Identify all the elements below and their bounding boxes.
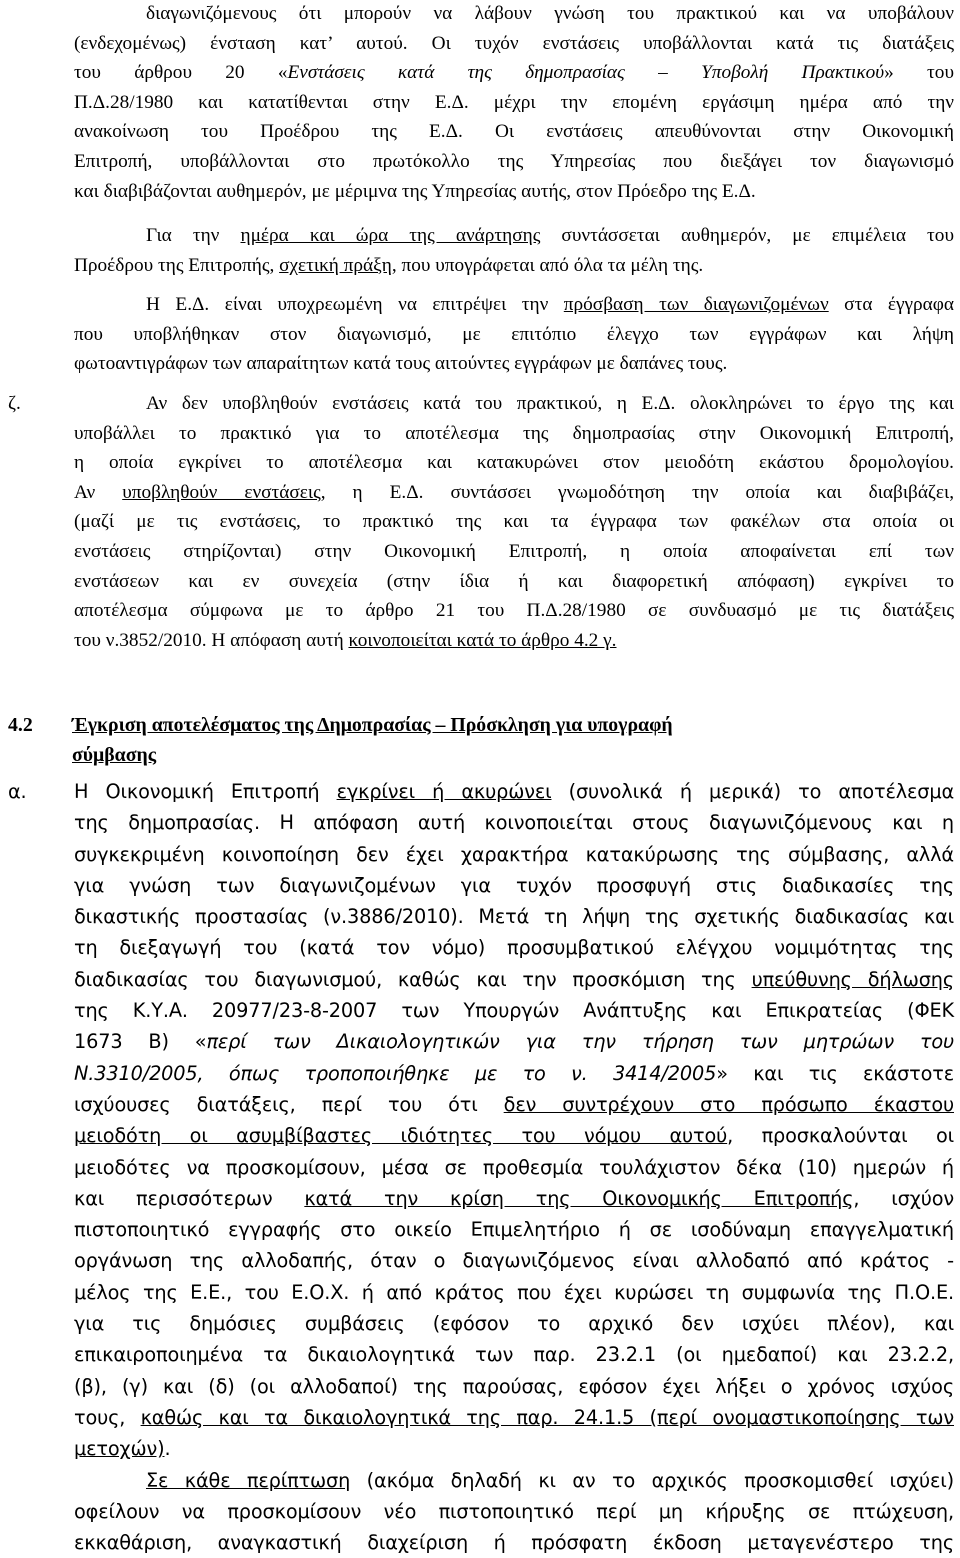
text-line: [74, 88, 954, 118]
section-title-line-1: Έγκριση αποτελέσματος της Δημοπρασίας – Πρόσκληση για υπογραφή: [72, 714, 673, 736]
underlined-text: υπεύθυνης δήλωσης: [751, 967, 954, 991]
text-line: [74, 626, 954, 656]
text-line: [74, 117, 954, 147]
text-run: διαδικασίας του διαγωνισμού, καθώς και την προσκόμιση της: [74, 967, 752, 991]
underlined-text: σχετική πράξη: [279, 254, 392, 276]
text-line: [74, 1089, 954, 1120]
text-line: [74, 1339, 954, 1370]
text-run: φωτοαντιγράφων των απαραίτητων κατά τους αιτούντες εγγράφων με δαπάνες τους.: [74, 353, 728, 375]
text-run: (ακόμα δηλαδή κι αν το αρχικός προσκομισθεί ισχύει): [350, 1468, 955, 1492]
text-line: [74, 1245, 954, 1276]
text-line: [74, 776, 954, 807]
text-line: [74, 1058, 954, 1089]
underlined-text: κατά την κρίση της Οικονομικής Επιτροπής: [304, 1186, 854, 1210]
underlined-text: κοινοποιείται κατά το άρθρο 4.2 γ.: [348, 629, 617, 651]
text-line: [74, 58, 954, 88]
text-run: που υποβλήθηκαν στον διαγωνισμό, με επιτόπιο έλεγχο των εγγράφων και λήψη: [74, 323, 954, 345]
text-run: » και τις εκάστοτε: [716, 1061, 954, 1085]
text-line: [74, 1120, 954, 1151]
paragraph-document-access: [74, 290, 954, 379]
text-line: [74, 419, 954, 449]
text-line: [74, 1496, 954, 1527]
text-line: [74, 995, 954, 1026]
text-run: η οποία εγκρίνει το αποτέλεσμα και κατακυρώνει στον μειοδότη εκάστου δρομολογίου.: [74, 452, 954, 474]
text-run: της Κ.Υ.Α. 20977/23-8-2007 των Υπουργών Ανάπτυξης και Επικρατείας (ΦΕΚ: [74, 999, 954, 1023]
underlined-text: πρόσβαση των διαγωνιζομένων: [563, 294, 829, 315]
underlined-text: Σε κάθε περίπτωση: [146, 1468, 351, 1492]
section-number: 4.2: [8, 714, 33, 736]
text-run: Προέδρου της Επιτροπής,: [74, 254, 280, 276]
text-run: ενστάσεις στηρίζονται) στην Οικονομική Επιτροπή, η οποία αποφαίνεται επί των: [74, 540, 954, 562]
text-line: [74, 1277, 954, 1308]
section-title-line-2: σύμβασης: [72, 744, 157, 766]
text-run: οργάνωση της αλλοδαπής, όταν ο διαγωνιζόμενος είναι αλλοδαπό από κράτος -: [74, 1249, 954, 1273]
text-line: [74, 1527, 954, 1558]
text-run: , που υπογράφεται από όλα τα μέλη της.: [391, 254, 704, 276]
text-run: .: [164, 1437, 171, 1461]
text-line: [74, 320, 954, 350]
text-line: [74, 478, 954, 508]
text-line: [74, 1308, 954, 1339]
text-run: και διαβιβάζονται αυθημερόν, με μέριμνα της Υπηρεσίας αυτής, στον Πρόεδρο της Ε.Δ.: [74, 180, 756, 202]
text-line: [74, 807, 954, 838]
text-line: [74, 1183, 954, 1214]
text-run: » του: [884, 62, 954, 84]
text-line: [74, 1152, 954, 1183]
italic-text: περί των Δικαιολογητικών για την τήρηση των μητρώων του: [206, 1030, 954, 1054]
text-run: (ενδεχομένως) ένσταση κατ’ αυτού. Οι τυχόν ενστάσεις υποβάλλονται κατά τις διατάξεις: [74, 32, 954, 54]
paragraph-zeta-award: [74, 389, 954, 655]
text-line: [74, 389, 954, 419]
text-run: μειοδότες να προσκομίσουν, μέσα σε προθεσμία τουλάχιστον δέκα (10) ημερών ή: [74, 1155, 954, 1179]
text-run: διαγωνιζόμενους ότι μπορούν να λάβουν γνώση του πρακτικού και να υποβάλουν: [146, 3, 954, 24]
text-line: [74, 932, 954, 963]
text-line: [74, 1402, 954, 1433]
text-run: Αν: [74, 481, 123, 503]
text-line: [74, 1371, 954, 1402]
text-run: συγκεκριμένη κοινοποίηση δεν έχει χαρακτήρα κατακύρωσης της σύμβασης, αλλά: [74, 842, 954, 866]
text-line: [74, 507, 954, 537]
text-run: 1673 Β) «: [74, 1030, 207, 1054]
text-run: Η Οικονομική Επιτροπή: [74, 780, 337, 803]
text-line: [74, 1465, 954, 1496]
italic-text: Ν.3310/2005, όπως τροποποιήθηκε με το ν. 3414/2005: [74, 1061, 717, 1085]
text-line: [74, 221, 954, 251]
text-run: υποβάλλει το πρακτικό για το αποτέλεσμα της δημοπρασίας στην Οικονομική Επιτροπή,: [74, 422, 954, 444]
text-run: στα έγγραφα: [828, 294, 955, 315]
text-run: για γνώση των διαγωνιζομένων για τυχόν προσφυγή στις διαδικασίες της: [74, 873, 954, 897]
list-label-zeta: ζ.: [8, 393, 21, 414]
text-run: Αν δεν υποβληθούν ενστάσεις κατά του πρακτικού, η Ε.Δ. ολοκληρώνει το έργο της και: [146, 393, 954, 414]
text-line: [74, 147, 954, 177]
text-run: οφείλουν να προσκομίσουν νέο πιστοποιητικό περί μη κήρυξης σε πτώχευση,: [74, 1499, 954, 1523]
text-run: (συνολικά ή μερικά) το αποτέλεσμα: [551, 780, 955, 803]
text-run: μέλος της Ε.Ε., του Ε.Ο.Χ. ή από κράτος που έχει κυρώσει τη συμφωνία της Π.Ο.Ε.: [74, 1280, 954, 1304]
text-line: [74, 29, 954, 59]
text-run: και περισσότερων: [74, 1186, 305, 1210]
text-line: [74, 349, 954, 379]
text-line: [74, 1433, 954, 1464]
text-line: [74, 448, 954, 478]
underlined-text: μειοδότη οι ασυμβίβαστες ιδιότητες του νόμου αυτού: [74, 1124, 728, 1148]
list-label-alpha: α.: [8, 780, 27, 803]
text-run: αποτέλεσμα σύμφωνα με το άρθρο 21 του Π.Δ.28/1980 σε συνδυασμό με τις διατάξεις: [74, 600, 954, 622]
text-run: ανακοίνωση του Προέδρου της Ε.Δ. Οι ενστάσεις απευθύνονται στην Οικονομική: [74, 121, 954, 143]
text-run: (μαζί με τις ενστάσεις, το πρακτικό της και τα έγγραφα των φακέλων στα οποία οι: [74, 511, 954, 533]
text-run: τη διεξαγωγή του (κατά τον νόμο) προσυμβατικού ελέγχου νομιμότητας της: [74, 936, 954, 960]
underlined-text: υποβληθούν ενστάσεις: [122, 481, 321, 503]
paragraph-announcement-act: [74, 221, 954, 280]
text-run: του άρθρου 20 «: [74, 62, 288, 84]
text-line: [74, 251, 954, 281]
text-run: , προσκαλούνται οι: [727, 1124, 954, 1148]
text-run: (β), (γ) και (δ) (οι αλλοδαποί) της παρούσας, εφόσον έχει λήξει ο χρόνος ισχύος: [74, 1374, 954, 1398]
paragraph-alpha-approval: [74, 776, 954, 1558]
text-run: πιστοποιητικό εγγραφής στο οικείο Επιμελητήριο ή σε ισοδύναμη επαγγελματική: [74, 1218, 954, 1242]
underlined-text: ημέρα και ώρα της ανάρτησης: [240, 225, 541, 246]
text-line: [74, 1214, 954, 1245]
text-run: της δημοπρασίας. Η απόφαση αυτή κοινοποιείται στους διαγωνιζόμενους και η: [74, 811, 954, 835]
text-line: [74, 870, 954, 901]
text-run: Π.Δ.28/1980 και κατατίθενται στην Ε.Δ. μέχρι την επομένη εργάσιμη ημέρα από την: [74, 91, 954, 113]
text-run: Επιτροπή, υποβάλλονται στο πρωτόκολλο της Υπηρεσίας που διεξάγει τον διαγωνισμό: [74, 150, 954, 172]
text-run: ισχύουσες διατάξεις, περί του ότι: [74, 1092, 504, 1116]
section-title: [72, 710, 892, 770]
text-run: Για την: [146, 225, 241, 246]
text-line: [74, 0, 954, 29]
text-line: [74, 1026, 954, 1057]
text-run: Η Ε.Δ. είναι υποχρεωμένη να επιτρέψει την: [146, 294, 564, 315]
paragraph-objection-deadline: [74, 0, 954, 206]
text-run: για τις δημόσιες συμβάσεις (εφόσον το αρχικό δεν ισχύει πλέον), και: [74, 1312, 954, 1336]
text-run: , ισχύον: [853, 1186, 954, 1210]
text-run: ενστάσεων και εν συνεχεία (στην ίδια ή και διαφορετική απόφαση) εγκρίνει το: [74, 570, 954, 592]
text-line: [74, 839, 954, 870]
text-run: του ν.3852/2010. Η απόφαση αυτή: [74, 629, 349, 651]
text-line: [74, 177, 954, 207]
text-run: συντάσσεται αυθημερόν, με επιμέλεια του: [540, 225, 954, 246]
text-line: [74, 596, 954, 626]
underlined-text: δεν συντρέχουν στο πρόσωπο έκαστου: [503, 1092, 954, 1116]
underlined-text: μετοχών): [74, 1437, 165, 1461]
text-run: εκκαθάριση, αναγκαστική διαχείριση ή πρόσφατη έκδοση μεταγενέστερο της: [74, 1531, 954, 1555]
underlined-text: καθώς και τα δικαιολογητικά της παρ. 24.1.5 (περί ονομαστικοποίησης των: [140, 1405, 954, 1429]
text-run: τους,: [74, 1405, 141, 1429]
italic-text: Ενστάσεις κατά της δημοπρασίας – Υποβολή Πρακτικού: [287, 62, 885, 84]
text-run: επικαιροποιημένα τα δικαιολογητικά των παρ. 23.2.1 (οι ημεδαποί) και 23.2.2,: [74, 1343, 954, 1367]
text-line: [74, 567, 954, 597]
text-line: [74, 964, 954, 995]
text-run: δικαστικής προστασίας (ν.3886/2010). Μετά τη λήψη της σχετικής διαδικασίας και: [74, 905, 954, 929]
underlined-text: εγκρίνει ή ακυρώνει: [336, 780, 552, 803]
text-line: [74, 290, 954, 320]
text-line: [74, 901, 954, 932]
text-run: , η Ε.Δ. συντάσσει γνωμοδότηση την οποία και διαβιβάζει,: [320, 481, 955, 503]
text-line: [74, 537, 954, 567]
